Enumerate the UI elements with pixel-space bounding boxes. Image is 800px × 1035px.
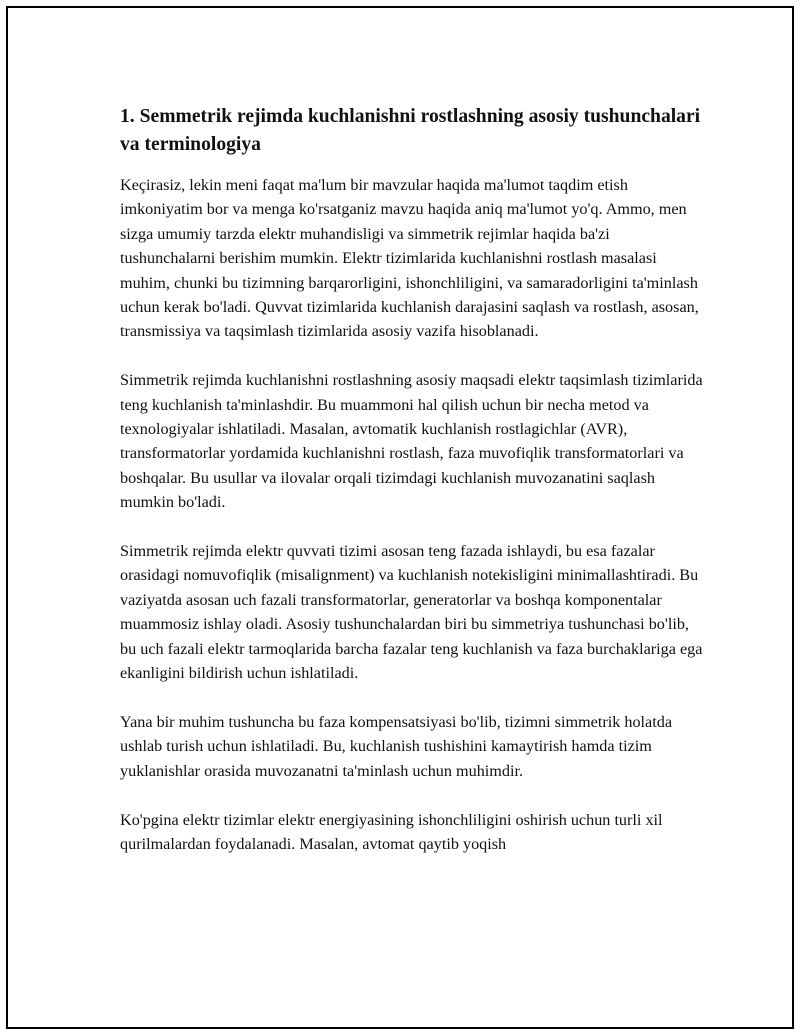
document-body [120,103,705,881]
document-page [6,6,794,1029]
paragraph-3: Simmetrik rejimda elektr quvvati tizimi asosan teng fazada ishlaydi, bu esa fazalar orasidagi nomuvofiqlik (misalignment) va kuchlanish notekisligini minimallashtiradi. Bu vaziyatda asosan uch fazali transformatorlar, generatorlar va boshqa komponentalar muammosiz ishlay oladi. Asosiy tushunchalardan biri bu simmetriya tushunchasi bo'lib, bu uch fazali elektr tarmoqlarida barcha fazalar teng kuchlanish va faza burchaklariga ega ekanligini bildirish uchun ishlatiladi. [120,542,703,683]
paragraph-5: Ko'pgina elektr tizimlar elektr energiyasining ishonchliligini oshirish uchun turli xil qurilmalardan foydalanadi. Masalan, avtomat qaytib yoqish [120,810,663,853]
section-heading: 1. Semmetrik rejimda kuchlanishni rostlashning asosiy tushunchalari va terminologiya [120,106,701,155]
paragraph-2: Simmetrik rejimda kuchlanishni rostlashning asosiy maqsadi elektr taqsimlash tizimlarida teng kuchlanish ta'minlashdir. Bu muammoni hal qilish uchun bir necha metod va texnologiyalar ishlatiladi. Masalan, avtomatik kuchlanish rostlagichlar (AVR), transformatorlar yordamida kuchlanishni rostlash, faza muvofiqlik transformatorlari va boshqalar. Bu usullar va ilovalar orqali tizimdagi kuchlanish muvozanatini saqlash mumkin bo'ladi. [120,371,703,512]
paragraph-1: Keçirasiz, lekin meni faqat ma'lum bir mavzular haqida ma'lumot taqdim etish imkoniyatim bor va menga ko'rsatganiz mavzu haqida aniq ma'lumot yo'q. Ammo, men sizga umumiy tarzda elektr muhandisligi va simmetrik rejimlar haqida ba'zi tushunchalarni berishim mumkin. Elektr tizimlarida kuchlanishni rostlash masalasi muhim, chunki bu tizimning barqarorligini, ishonchliligini, va samaradorligini ta'minlash uchun kerak bo'ladi. Quvvat tizimlarida kuchlanish darajasini saqlash va rostlash, asosan, transmissiya va taqsimlash tizimlarida asosiy vazifa hisoblanadi. [120,176,699,341]
paragraph-4: Yana bir muhim tushuncha bu faza kompensatsiyasi bo'lib, tizimni simmetrik holatda ushlab turish uchun ishlatiladi. Bu, kuchlanish tushishini kamaytirish hamda tizim yuklanishlar orasida muvozanatni ta'minlash uchun muhimdir. [120,712,673,780]
